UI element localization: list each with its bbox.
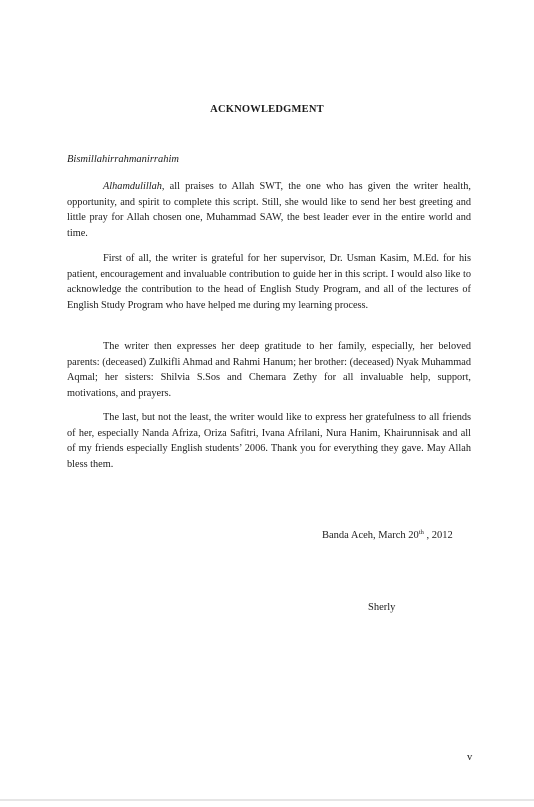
paragraph-3: The writer then expresses her deep gratitude to her family, especially, her beloved parents: (deceased) Zulkifli Ahmad and Rahmi Hanum; her brother: (deceased) Nyak Muhammad Aqmal; her sisters: Shilvia S.Sos and Chemara Zethy for all invaluable help, support, motivations, and prayers. <box>67 341 471 399</box>
signer-name: Sherly <box>368 602 396 613</box>
paragraph-1 <box>67 179 471 241</box>
date-ordinal-suffix: th <box>418 529 424 536</box>
paragraph-1-lead: Alhamdulillah, <box>103 181 165 192</box>
paragraph-1-text: all praises to Allah SWT, the one who has given the writer health, opportunity, and spirit to complete this script. Still, she would like to send her best greeting and little pray for Allah chosen one, Muhammad SAW, the best leader ever in the entire world and time. <box>67 181 471 239</box>
place-date-year: , 2012 <box>423 530 453 541</box>
paragraph-4: The last, but not the least, the writer would like to express her gratefulness to all friends of her, especially Nanda Afriza, Oriza Safitri, Ivana Afrilani, Nura Hanim, Khairunnisak and all of my friends especially English students’ 2006. Thank you for everything they gave. May Allah bless them. <box>67 412 471 470</box>
place-and-date <box>322 530 453 541</box>
page-title: ACKNOWLEDGMENT <box>210 104 324 115</box>
paragraph-2: First of all, the writer is grateful for her supervisor, Dr. Usman Kasim, M.Ed. for his patient, encouragement and invaluable contribution to guide her in this script. I would also like to acknowledge the contribution to the head of English Study Program, and all of the lectures of English Study Program who have helped me during my learning process. <box>67 253 471 311</box>
page-bottom-edge <box>0 799 534 801</box>
opening-invocation: Bismillahirrahmanirrahim <box>67 154 180 165</box>
place-date-text: Banda Aceh, March 20 <box>322 530 419 541</box>
page-number: v <box>467 752 473 763</box>
